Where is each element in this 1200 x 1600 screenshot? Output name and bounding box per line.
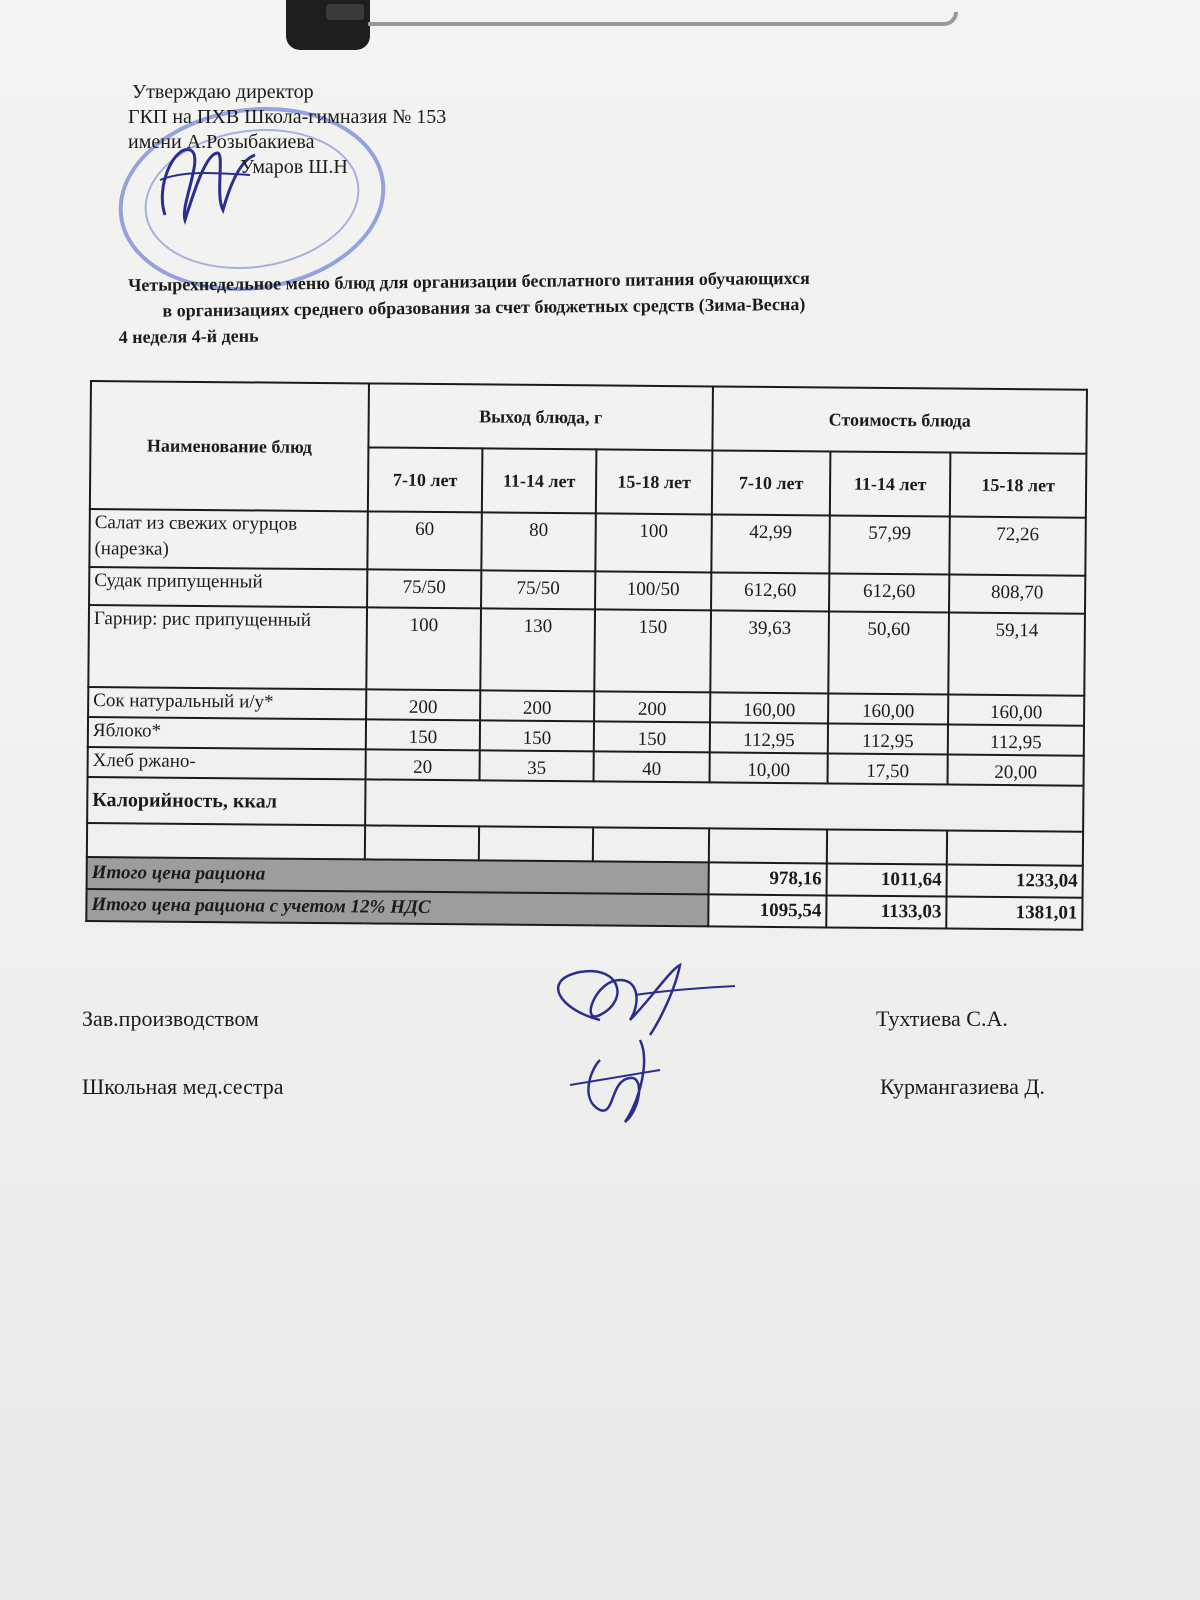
cell-value: 612,60 [711, 572, 829, 611]
title-line-1: Четырехнедельное меню блюд для организации бесплатного питания обучающихся [128, 267, 810, 295]
dish-name: Сок натуральный и/у* [88, 687, 366, 719]
dish-name: Яблоко* [88, 717, 366, 749]
col-header-age: 7-10 лет [712, 450, 831, 515]
cell-value: 150 [594, 721, 710, 752]
total-value: 978,16 [709, 862, 827, 895]
document-title [118, 265, 810, 350]
total-vat-value: 1133,03 [826, 895, 946, 928]
col-group-cost: Стоимость блюда [712, 386, 1087, 453]
approval-line-2: ГКП на ПХВ Школа-гимназия № 153 [128, 106, 447, 128]
total-value: 1233,04 [947, 864, 1083, 897]
cell-value: 40 [594, 751, 710, 782]
staff-signatures [540, 960, 740, 1130]
cell-value: 57,99 [829, 515, 950, 574]
cell-value: 612,60 [829, 573, 949, 612]
cell-value: 59,14 [948, 613, 1085, 696]
total-value: 1011,64 [827, 863, 947, 896]
cell-value: 160,00 [828, 693, 948, 724]
col-header-dish-name: Наименование блюд [90, 381, 369, 511]
table-row [88, 605, 1085, 696]
empty-cell [709, 828, 827, 863]
clipboard-clip [280, 0, 980, 60]
dish-name: Судак припущенный [89, 567, 367, 607]
cell-value: 112,95 [828, 723, 948, 754]
approval-line-3: имени А.Розыбакиева [128, 131, 315, 153]
cell-value: 150 [366, 719, 480, 750]
empty-cell [479, 826, 593, 861]
cell-value: 808,70 [949, 575, 1085, 614]
approval-line-1: Утверждаю директор [132, 81, 314, 103]
total-label: Итого цена рациона [87, 857, 709, 894]
cell-value: 60 [367, 511, 482, 570]
cell-value: 20 [366, 749, 480, 780]
role-school-nurse: Школьная мед.сестра [82, 1074, 284, 1099]
name-school-nurse: Курмангазиева Д. [880, 1074, 1045, 1099]
cell-value: 200 [594, 691, 710, 722]
total-vat-value: 1381,01 [946, 896, 1082, 929]
calories-label: Калорийность, ккал [87, 777, 365, 825]
cell-value: 100 [595, 513, 712, 572]
cell-value: 42,99 [711, 514, 830, 573]
approval-block [128, 80, 447, 180]
name-production-head: Тухтиева С.А. [876, 1006, 1008, 1031]
col-header-age: 15-18 лет [596, 449, 713, 514]
empty-cell [365, 825, 479, 860]
calories-value [365, 779, 1083, 831]
cell-value: 112,95 [948, 725, 1084, 756]
cell-value: 39,63 [710, 610, 829, 693]
role-production-head: Зав.производством [82, 1006, 259, 1031]
cell-value: 75/50 [367, 569, 481, 608]
clip-knob [286, 0, 370, 50]
cell-value: 150 [594, 609, 711, 692]
dish-name: Салат из свежих огурцов (нарезка) [89, 509, 367, 569]
approval-line-4: Умаров Ш.Н [240, 156, 348, 178]
cell-value: 100/50 [595, 571, 711, 610]
cell-value: 50,60 [828, 611, 949, 694]
cell-value: 112,95 [710, 722, 828, 753]
col-group-yield: Выход блюда, г [368, 383, 713, 450]
cell-value: 160,00 [948, 695, 1084, 726]
cell-value: 200 [366, 689, 480, 720]
cell-value: 130 [480, 608, 595, 691]
title-line-3: 4 неделя 4-й день [118, 325, 259, 348]
col-header-age: 11-14 лет [482, 448, 597, 513]
cell-value: 160,00 [710, 692, 828, 723]
cell-value: 35 [480, 750, 594, 781]
cell-value: 17,50 [828, 753, 948, 784]
dish-name: Хлеб ржано- [88, 747, 366, 779]
dish-name: Гарнир: рис припущенный [88, 605, 367, 689]
empty-cell [87, 823, 365, 859]
cell-value: 80 [481, 512, 596, 571]
cell-value: 20,00 [948, 754, 1084, 785]
empty-cell [947, 830, 1083, 865]
col-header-age: 7-10 лет [368, 447, 483, 512]
menu-table [85, 380, 1088, 931]
table-row [89, 509, 1085, 576]
total-vat-value: 1095,54 [708, 894, 826, 927]
empty-cell [827, 829, 947, 864]
cell-value: 200 [480, 690, 594, 721]
cell-value: 10,00 [710, 752, 828, 783]
col-header-age: 15-18 лет [950, 453, 1087, 518]
clip-wire [368, 12, 958, 26]
cell-value: 150 [480, 720, 594, 751]
cell-value: 100 [366, 607, 481, 690]
total-vat-label: Итого цена рациона с учетом 12% НДС [86, 889, 708, 926]
col-header-age: 11-14 лет [830, 451, 951, 516]
title-line-2: в организациях среднего образования за счет бюджетных средств (Зима-Весна) [162, 293, 806, 321]
empty-cell [593, 827, 709, 862]
cell-value: 72,26 [949, 517, 1086, 576]
cell-value: 75/50 [481, 570, 595, 609]
